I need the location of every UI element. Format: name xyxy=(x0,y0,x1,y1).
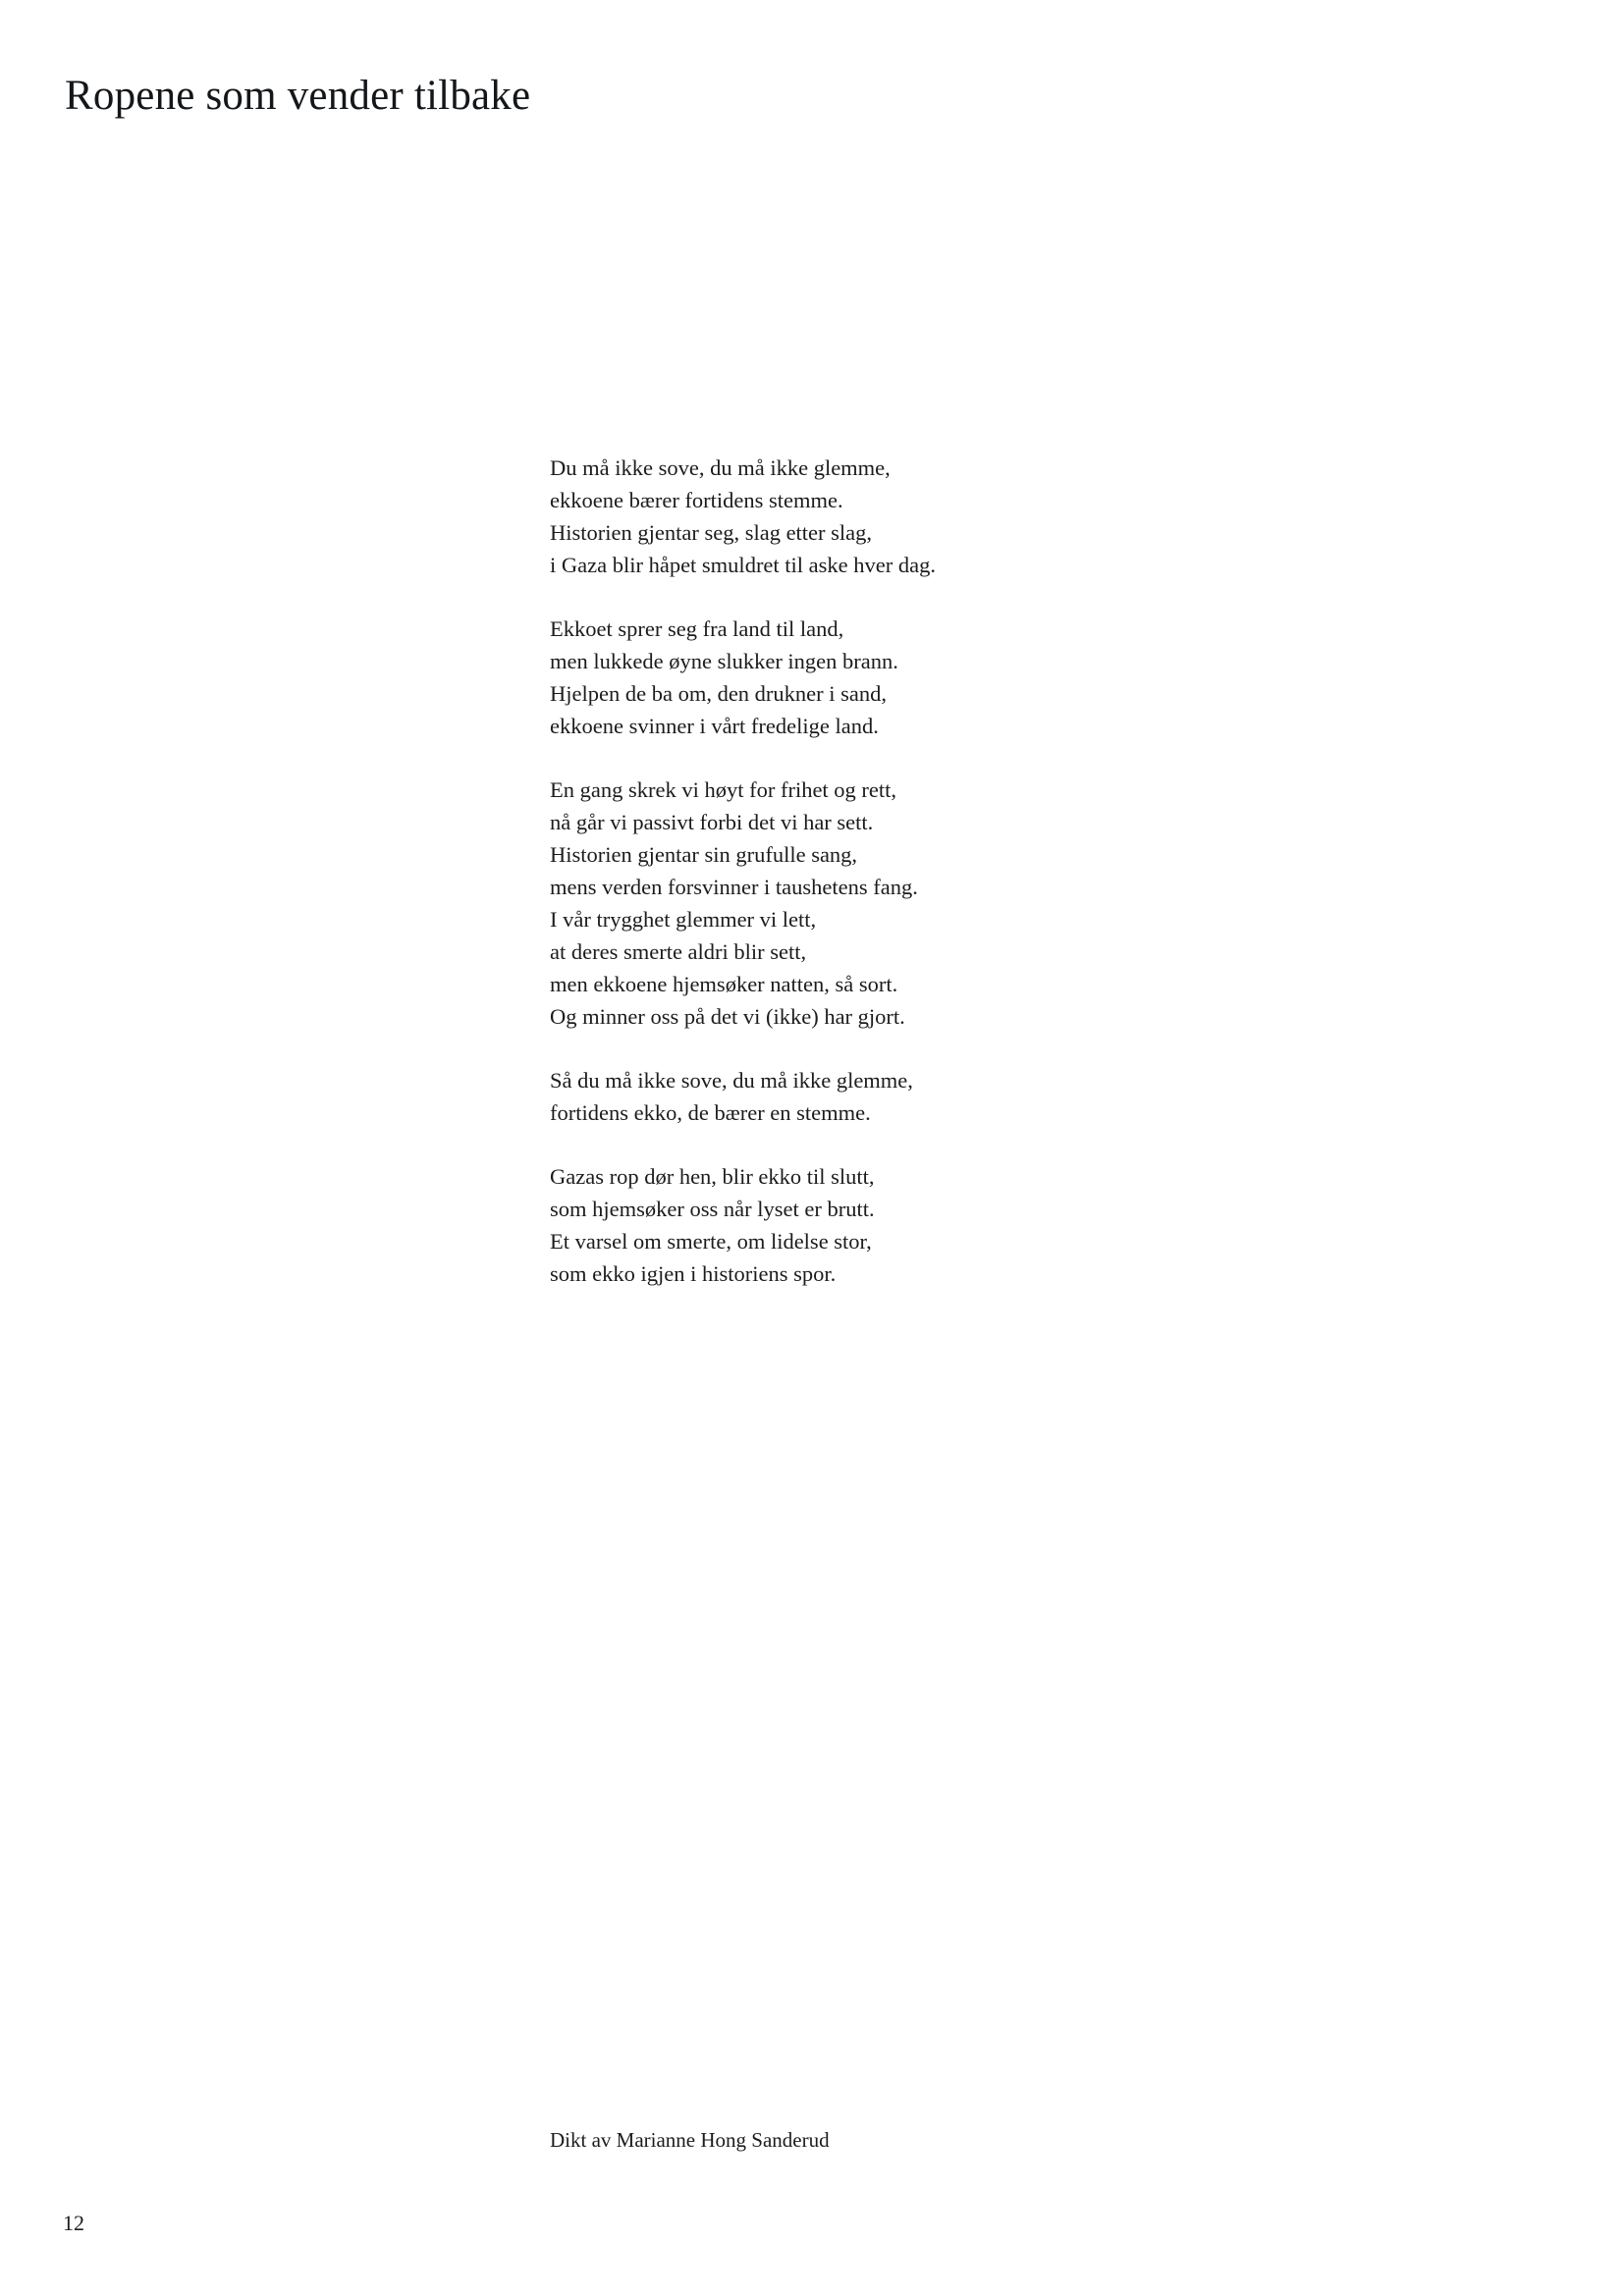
poem-line: som hjemsøker oss når lyset er brutt. xyxy=(550,1197,875,1221)
poem-line: i Gaza blir håpet smuldret til aske hver dag. xyxy=(550,553,936,577)
poem-stanza xyxy=(550,452,1237,581)
poem-line: ekkoene bærer fortidens stemme. xyxy=(550,488,843,512)
poem-line: Hjelpen de ba om, den drukner i sand, xyxy=(550,681,888,706)
poem-line: Du må ikke sove, du må ikke glemme, xyxy=(550,455,891,480)
poem-stanza xyxy=(550,1064,1237,1129)
poem-stanza xyxy=(550,613,1237,742)
poem-line: nå går vi passivt forbi det vi har sett. xyxy=(550,810,874,834)
page-title: Ropene som vender tilbake xyxy=(65,72,531,119)
page-number: 12 xyxy=(63,2211,84,2235)
poem-line: som ekko igjen i historiens spor. xyxy=(550,1261,837,1286)
poem-stanza xyxy=(550,774,1237,1033)
poem-line: fortidens ekko, de bærer en stemme. xyxy=(550,1100,871,1125)
poem-line: Ekkoet sprer seg fra land til land, xyxy=(550,616,844,641)
poem-stanza xyxy=(550,1160,1237,1290)
author-credit: Dikt av Marianne Hong Sanderud xyxy=(550,2128,830,2152)
poem-line: Så du må ikke sove, du må ikke glemme, xyxy=(550,1068,913,1093)
poem-line: En gang skrek vi høyt for frihet og rett, xyxy=(550,777,897,802)
poem-line: ekkoene svinner i vårt fredelige land. xyxy=(550,714,879,738)
poem-body xyxy=(550,452,1237,1290)
poem-line: Og minner oss på det vi (ikke) har gjort. xyxy=(550,1004,905,1029)
poem-line: Et varsel om smerte, om lidelse stor, xyxy=(550,1229,872,1254)
poem-line: Historien gjentar seg, slag etter slag, xyxy=(550,520,873,545)
poem-line: mens verden forsvinner i taushetens fang. xyxy=(550,875,918,899)
poem-line: at deres smerte aldri blir sett, xyxy=(550,939,807,964)
poem-line: Historien gjentar sin grufulle sang, xyxy=(550,842,858,867)
poem-line: Gazas rop dør hen, blir ekko til slutt, xyxy=(550,1164,875,1189)
poem-line: men ekkoene hjemsøker natten, så sort. xyxy=(550,972,898,996)
poem-line: I vår trygghet glemmer vi lett, xyxy=(550,907,817,932)
poem-line: men lukkede øyne slukker ingen brann. xyxy=(550,649,898,673)
